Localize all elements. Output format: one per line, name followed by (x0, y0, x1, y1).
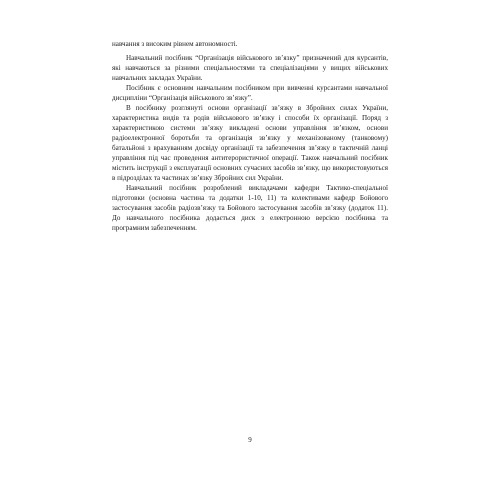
paragraph-authors: Навчальний посібник розроблений викладачами кафедри Тактико-спеціальної підготовки (основна частина та додатки 1-10, 11) та колективами кафедр Бойового застосування засобів радіозв’язку та Бойового застосування засобів зв’язку (додаток 11). До навчального посібника додається диск з електронною версією посібника та програмним забезпеченням. (112, 184, 388, 232)
page-number: 9 (248, 436, 252, 444)
body-text (112, 39, 388, 233)
paragraph-contents: В посібнику розглянуті основи організації зв’язку в Збройних силах України, характеристика видів та родів військового зв’язку і способи їх організації. Поряд з характеристикою системи зв’язку викладені основи управління зв’язком, основи радіоелектронної боротьби та організація зв’язку у механізованому (танковому) батальйоні з врахуванням досвіду організації та забезпечення зв’язку в тактичній ланці управління під час проведення антитерористичної операції. Також навчальний посібник містить інструкції з експлуатації основних сучасних засобів зв’язку, що використовуються в підрозділах та частинах зв’язку Збройних сил України. (112, 104, 388, 182)
paragraph-main-textbook: Посібник є основним навчальним посібником при вивченні курсантами навчальної дисципліни “Організація військового зв’язку”. (112, 84, 388, 102)
paragraph-continuation: навчання з високим рівнем автономності. (112, 40, 238, 48)
paragraph-purpose: Навчальний посібник “Організація військового зв’язку” призначений для курсантів, які навчаються за різними спеціальностями та спеціалізаціями у вищих військових навчальних закладах України. (112, 54, 388, 82)
